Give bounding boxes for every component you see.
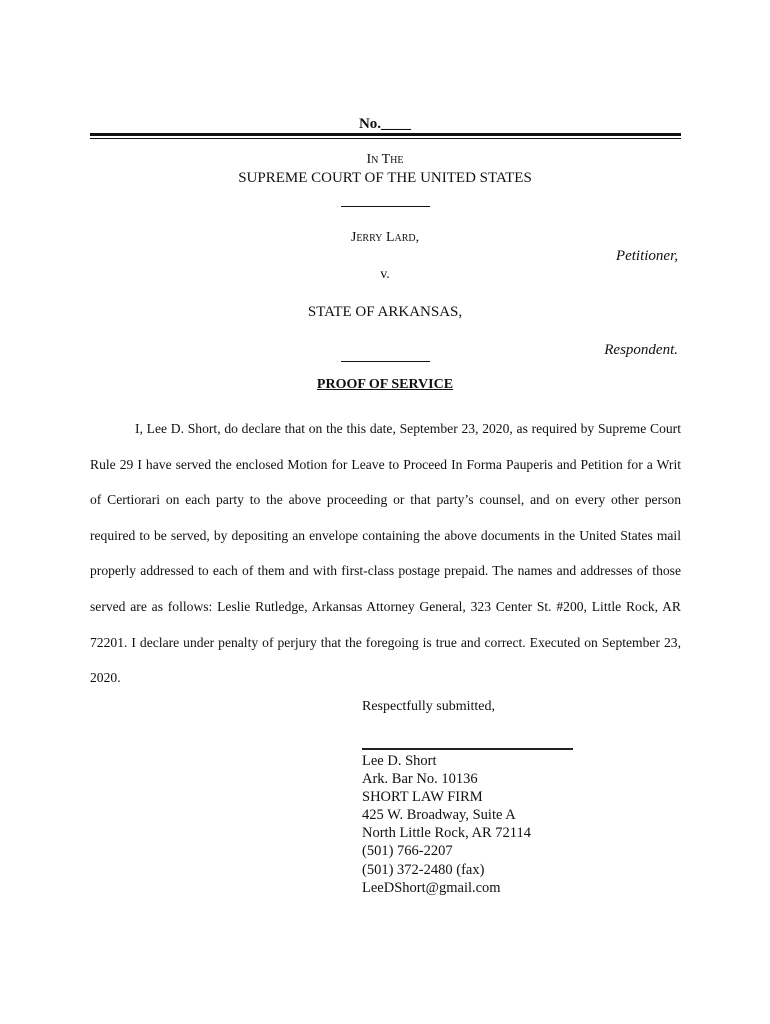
street-address: 425 W. Broadway, Suite A	[362, 807, 516, 824]
docket-number: No.____	[358, 116, 412, 132]
caption-divider-thick	[90, 133, 681, 136]
respondent-role: Respondent.	[604, 342, 678, 358]
email-address: LeeDShort@gmail.com	[362, 879, 501, 896]
caption-short-rule-top	[341, 206, 430, 207]
petitioner-role: Petitioner,	[615, 248, 678, 264]
fax-number: (501) 372-2480 (fax)	[362, 861, 485, 878]
versus-label: v.	[380, 267, 390, 282]
bar-number: Ark. Bar No. 10136	[362, 771, 478, 788]
court-prefix: In The	[366, 152, 404, 167]
signature-block	[362, 752, 531, 897]
signer-name: Lee D. Short	[362, 753, 437, 769]
closing-line: Respectfully submitted,	[362, 699, 495, 714]
declaration-paragraph: I, Lee D. Short, do declare that on the this date, September 23, 2020, as required by Supreme Court Rule 29 I have served the enclosed Motion for Leave to Proceed In Forma Pauperis and Petition for a Writ of Certiorari on each party to the above proceeding or that party’s counsel, and on every other person required to be served, by depositing an envelope containing the above documents in the United States mail properly addressed to each of them and with first-class postage prepaid. The names and addresses of those served are as follows: Leslie Rutledge, Arkansas Attorney General, 323 Center St. #200, Little Rock, AR 72201. I declare under penalty of perjury that the foregoing is true and correct. Executed on September 23, 2020.	[90, 421, 681, 686]
signature-line	[362, 748, 573, 750]
court-name: SUPREME COURT OF THE UNITED STATES	[238, 170, 532, 186]
firm-name: SHORT LAW FIRM	[362, 789, 483, 806]
city-state-zip: North Little Rock, AR 72114	[362, 825, 532, 842]
document-title: PROOF OF SERVICE	[316, 377, 454, 392]
phone-number: (501) 766-2207	[362, 843, 453, 860]
caption-divider-thin	[90, 138, 681, 139]
petitioner-name: Jerry Lard,	[350, 230, 420, 245]
caption-short-rule-bottom	[341, 361, 430, 362]
respondent-name: STATE OF ARKANSAS,	[307, 304, 463, 320]
